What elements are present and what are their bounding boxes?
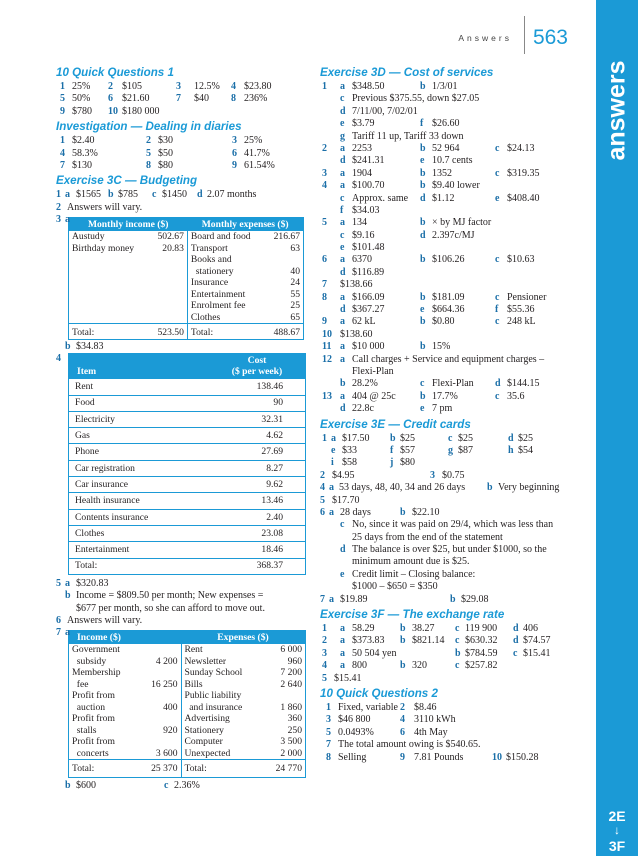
- answer-row: Flexi-Plan: [352, 365, 394, 377]
- table-row: Profit from Advertising 360: [72, 713, 302, 725]
- answer-row: d 22.8c e 7 pm: [340, 403, 453, 415]
- table-total-row: Total: 25 370 Total: 24 770: [69, 760, 306, 778]
- answer-row: f $34.03: [340, 204, 380, 216]
- ex3e-q4: 4 a 53 days, 48, 40, 34 and 26 days b Very beginning: [320, 482, 560, 494]
- table-row: concerts 3 600 Unexpected 2 000: [72, 747, 302, 759]
- section-title-investigation: Investigation — Dealing in diaries: [56, 120, 242, 134]
- ex3e-q6a: 6 a 28 days b $22.10: [320, 506, 440, 518]
- ex3e-q6d: d The balance is over $25, but under $1000, so the: [340, 544, 547, 556]
- answer-row: g Tariff 11 up, Tariff 33 down: [340, 130, 464, 142]
- answer-row: 5 0.0493% 6 4th May: [326, 726, 448, 738]
- answer-row: b 28.2% c Flexi-Plan d $144.15: [340, 378, 540, 390]
- answer-row: 13 a 404 @ 25c b 17.7% c 35.6: [322, 390, 525, 402]
- answer-row: d $116.89: [340, 266, 385, 278]
- left-column: [56, 64, 306, 792]
- ex3c-q7: 7 a: [56, 627, 70, 639]
- table-row: stationery 40: [69, 266, 304, 278]
- table-header: Expenses ($): [181, 630, 306, 644]
- table-header: Cost ($ per week): [209, 354, 306, 379]
- ex3e-q6c: c No, since it was paid on 29/4, which was less than: [340, 519, 554, 531]
- table-row: Entertainment 18.46: [69, 542, 306, 558]
- answer-row: 5 50% 6 $21.60 7 $40 8 236%: [60, 93, 268, 105]
- quick2-answers: [320, 702, 580, 764]
- answer-row: 1 a $348.50 b 1/3/01: [322, 81, 458, 92]
- ex3c-q3b: b $34.83: [65, 340, 104, 352]
- ex3e-q5: 5 $17.70: [320, 494, 360, 506]
- table-row: Car registration 8.27: [69, 460, 306, 476]
- section-title-ex3f: Exercise 3F — The exchange rate: [320, 608, 505, 622]
- ex3e-q6c-cont: 25 days from the end of the statement: [352, 531, 503, 543]
- answer-row: d 7/11/00, 7/02/01: [340, 105, 418, 117]
- answer-row: 12 a Call charges + Service and equipment charges –: [322, 353, 545, 365]
- table-row: Electricity 32.31: [69, 411, 306, 427]
- table-row: Food 90: [69, 395, 306, 411]
- answer-row: 11 a $10 000 b 15%: [322, 341, 451, 353]
- section-title-ex3e: Exercise 3E — Credit cards: [320, 417, 471, 431]
- table-row: Insurance 24: [69, 277, 304, 289]
- table-row: Phone 27.69: [69, 444, 306, 460]
- section-title-quick2: 10 Quick Questions 2: [320, 686, 438, 700]
- table-row: Clothes 23.08: [69, 525, 306, 541]
- income-expenses-table: [68, 630, 306, 778]
- section-title-quick1: 10 Quick Questions 1: [56, 66, 174, 79]
- table-row: Clothes 65: [69, 312, 304, 324]
- answer-row: 8 a $166.09 b $181.09 c Pensioner: [322, 291, 547, 303]
- ex3e-q6e: e Credit limit – Closing balance:: [340, 568, 476, 580]
- answer-row: 7 The total amount owing is $540.65.: [326, 739, 481, 751]
- down-arrow-icon: ↓: [614, 823, 620, 837]
- answer-row: i $58 j $80: [331, 457, 415, 469]
- answer-row: 5 $15.41: [322, 672, 362, 684]
- table-row: Birthday money 20.83 Transport 63: [72, 242, 300, 254]
- ex3e-q2: 2 $4.95 3 $0.75: [320, 469, 465, 481]
- table-row: Membership Sunday School 7 200: [72, 667, 302, 679]
- section-title-ex3c: Exercise 3C — Budgeting: [56, 174, 198, 188]
- ex3f-answers: [320, 623, 580, 685]
- answer-row: 4 58.3% 5 $50 6 41.7%: [60, 147, 270, 159]
- monthly-budget-table: [68, 217, 304, 340]
- table-row: auction 400 and insurance 1 860: [72, 701, 302, 713]
- answer-row: d $367.27 e $664.36 f $55.36: [340, 304, 535, 316]
- table-row: Rent 138.46: [69, 379, 306, 395]
- ex3e-q6e-cont: $1000 – $650 = $350: [352, 581, 438, 593]
- table-row: Austudy 502.67 Board and food 216.67: [72, 231, 300, 243]
- answer-row: 4 a $100.70 b $9.40 lower: [322, 180, 480, 192]
- table-row: Profit from Public liability: [72, 690, 242, 702]
- table-row: Contents insurance 2.40: [69, 509, 306, 525]
- table-row: Enrolment fee 25: [69, 300, 304, 312]
- table-row: Profit from Computer 3 500: [72, 736, 302, 748]
- table-header: Monthly income ($): [69, 217, 188, 231]
- ex3c-q6: 6 Answers will vary.: [56, 615, 143, 627]
- answer-row: 5 a 134 b × by MJ factor: [322, 217, 492, 229]
- table-row: subsidy 4 200 Newsletter 960: [72, 655, 302, 667]
- answer-row: e $101.48: [340, 242, 385, 254]
- answer-row: 9 a 62 kL b $0.80 c 248 kL: [322, 316, 536, 328]
- page-number: 563: [532, 26, 568, 49]
- answer-row: 7 $130 8 $80 9 61.54%: [60, 159, 275, 171]
- answer-row: e $3.79 f $26.60: [340, 118, 460, 130]
- table-header: Monthly expenses ($): [187, 217, 303, 231]
- side-label: answers: [602, 59, 631, 161]
- answer-row: 10 $138.60: [322, 328, 373, 340]
- answer-row: 3 a 1904 b 1352 c $319.35: [322, 167, 540, 179]
- answer-row: 7 $138.66: [322, 279, 373, 291]
- answer-row: 3 a 50 504 yen b $784.59 c $15.41: [322, 647, 551, 659]
- answer-row: 3 $46 800 4 3110 kWh: [326, 714, 456, 726]
- header-divider: [524, 16, 525, 54]
- table-row: Health insurance 13.46: [69, 493, 306, 509]
- chapter-range-end: 3F: [608, 838, 626, 854]
- ex3c-q5b-cont: $677 per month, so she can afford to move out.: [76, 602, 265, 614]
- ex3c-q7b: b $600 c 2.36%: [65, 779, 200, 791]
- answer-row: 1 a 58.29 b 38.27 c 119 900 d 406: [322, 623, 538, 635]
- ex3c-q5b: b Income = $809.50 per month; New expenses =: [65, 590, 264, 602]
- answer-row: 1 a $17.50 b $25 c $25 d $25: [322, 432, 533, 444]
- answer-row: 2 a $373.83 b $821.14 c $630.32 d $74.57: [322, 635, 551, 647]
- chapter-range-start: 2E: [608, 808, 626, 824]
- answer-row: 1 Fixed, variable 2 $8.46: [326, 701, 437, 713]
- ex3c-q2: 2 Answers will vary.: [56, 201, 143, 213]
- answer-row: e $33 f $57 g $87 h $54: [331, 444, 533, 456]
- ex3c-q5a: 5 a $320.83: [56, 577, 109, 589]
- answer-row: 1 25% 2 $105 3 12.5% 4 $23.80: [60, 81, 272, 92]
- answer-row: c $9.16 d 2.397c/MJ: [340, 229, 475, 241]
- table-row: Car insurance 9.62: [69, 477, 306, 493]
- ex3e-q6d-cont: minimum amount due is $25.: [352, 556, 470, 568]
- quick1-answers: [56, 81, 306, 118]
- ex3d-answers: [320, 81, 580, 416]
- table-header: Income ($): [69, 630, 182, 644]
- table-total-row: Total: 523.50 Total: 488.67: [69, 324, 304, 340]
- answer-row: 1 $2.40 2 $30 3 25%: [60, 135, 263, 147]
- answer-row: 8 Selling 9 7.81 Pounds 10 $150.28: [326, 751, 539, 763]
- table-row: stalls 920 Stationery 250: [72, 724, 302, 736]
- side-tab: [596, 0, 638, 856]
- answer-row: 4 a 800 b 320 c $257.82: [322, 660, 498, 672]
- right-column: [320, 64, 580, 764]
- ex3e-q7: 7 a $19.89 b $29.08: [320, 593, 489, 605]
- table-row: Gas 4.62: [69, 428, 306, 444]
- table-row: Books and: [69, 254, 304, 266]
- answer-row: d $241.31 e 10.7 cents: [340, 155, 473, 167]
- ex3c-q4: 4: [56, 352, 61, 364]
- section-title-ex3d: Exercise 3D — Cost of services: [320, 66, 494, 79]
- investigation-answers: [56, 135, 306, 172]
- table-row: Entertainment 55: [69, 289, 304, 301]
- page-header: [458, 22, 568, 48]
- weekly-cost-table: [68, 353, 306, 575]
- table-row: fee 16 250 Bills 2 640: [72, 678, 302, 690]
- ex3c-q1: 1 a $1565 b $785 c $1450 d 2.07 months: [56, 189, 257, 201]
- answer-row: 2 a 2253 b 52 964 c $24.13: [322, 142, 535, 154]
- answer-row: 6 a 6370 b $106.26 c $10.63: [322, 254, 535, 266]
- ex3c-q3: 3 a: [56, 214, 70, 226]
- answer-row: c Approx. same d $1.12 e $408.40: [340, 192, 540, 204]
- ex3e-answers: [320, 433, 580, 470]
- running-head: Answers: [458, 33, 512, 43]
- answer-row: c Previous $375.55, down $27.05: [340, 93, 480, 105]
- table-row: Total: 368.37: [69, 558, 306, 574]
- table-header: Item: [69, 354, 209, 379]
- table-row: Government Rent 6 000: [72, 644, 302, 656]
- answer-row: 9 $780 10 $180 000: [60, 105, 160, 117]
